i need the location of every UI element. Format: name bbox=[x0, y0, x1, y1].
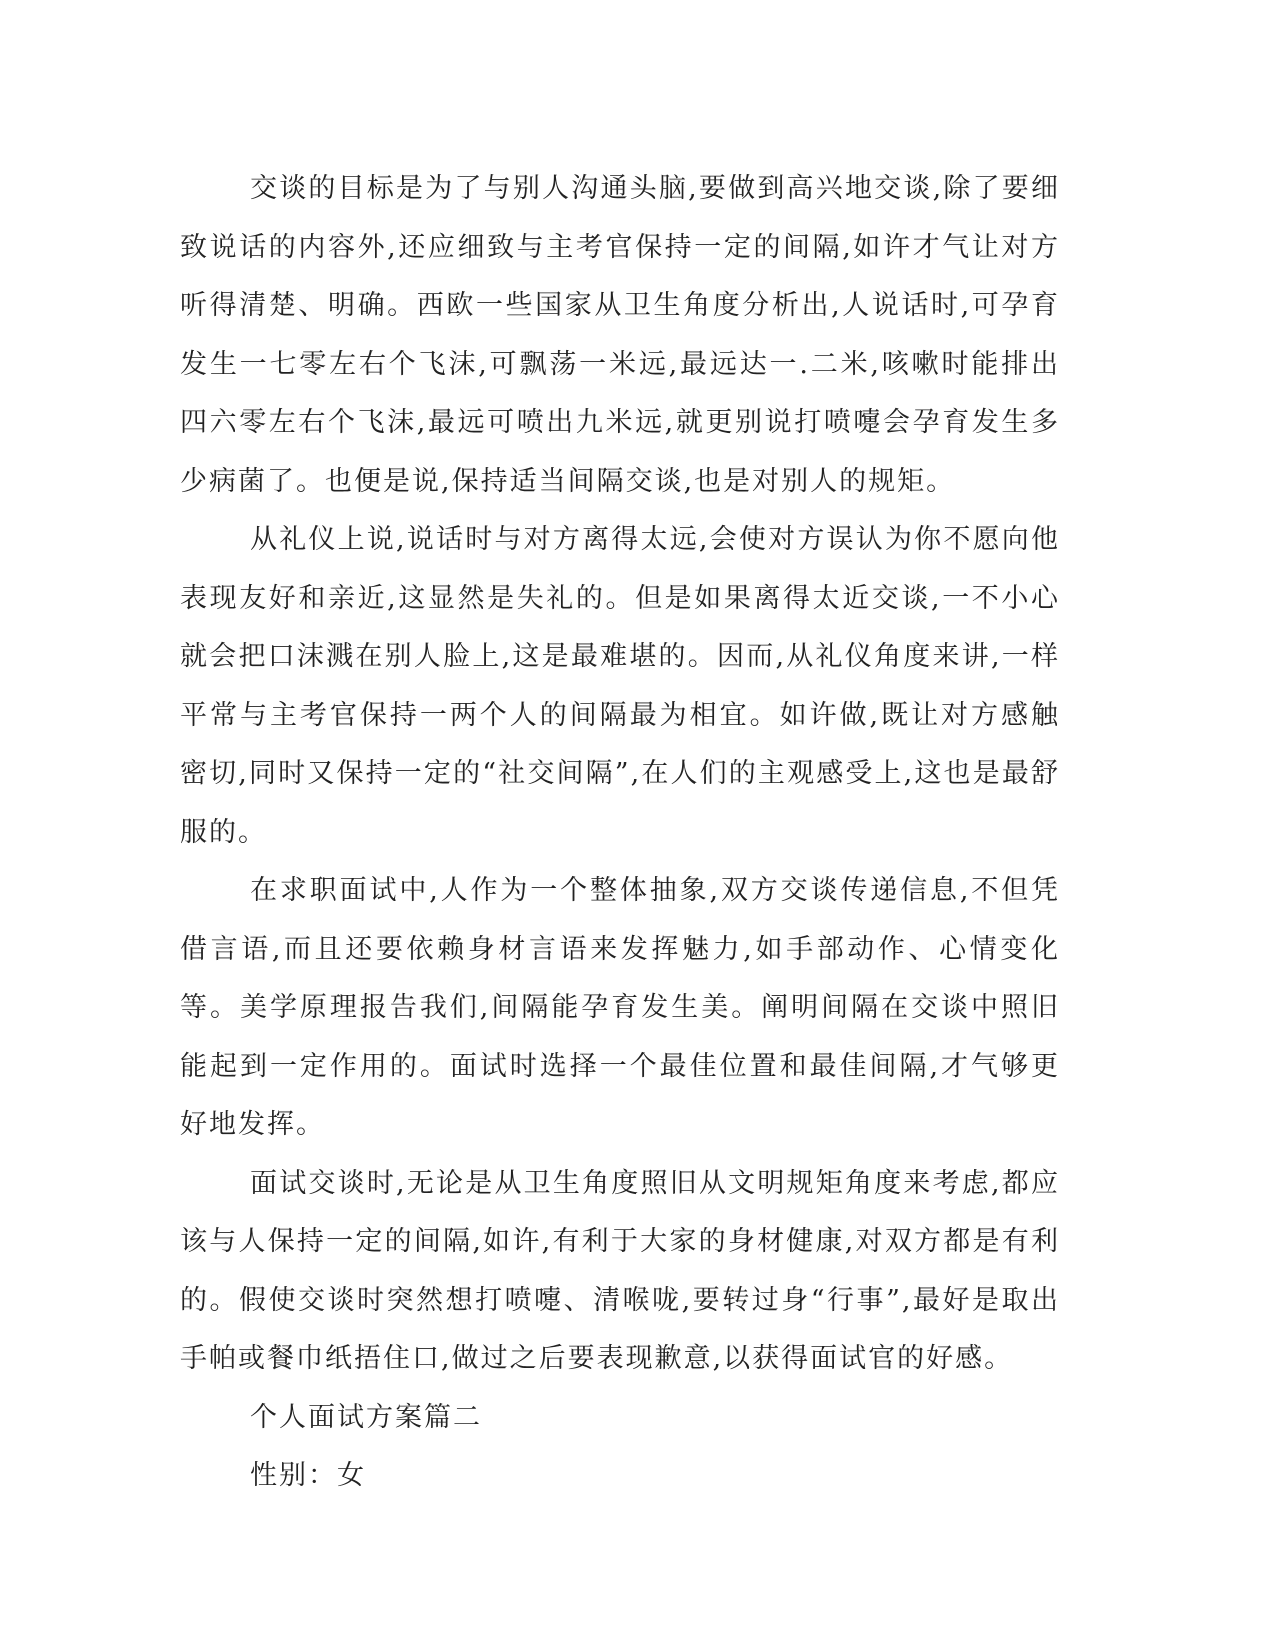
document-body bbox=[180, 160, 1060, 1506]
gender-line: 性别：女 bbox=[250, 1460, 366, 1491]
paragraph-4: 面试交谈时,无论是从卫生角度照旧从文明规矩角度来考虑,都应该与人保持一定的间隔,如许,有利于大家的身材健康,对双方都是有利的。假使交谈时突然想打喷嚏、清喉咙,要转过身“行事”,最好是取出手帕或餐巾纸捂住口,做过之后要表现歉意,以获得面试官的好感。 bbox=[180, 1167, 1060, 1374]
section-title: 个人面试方案篇二 bbox=[250, 1401, 482, 1433]
paragraph-3: 在求职面试中,人作为一个整体抽象,双方交谈传递信息,不但凭借言语,而且还要依赖身材言语来发挥魅力,如手部动作、心情变化等。美学原理报告我们,间隔能孕育发生美。阐明间隔在交谈中照旧能起到一定作用的。面试时选择一个最佳位置和最佳间隔,才气够更好地发挥。 bbox=[180, 875, 1060, 1140]
paragraph-2: 从礼仪上说,说话时与对方离得太远,会使对方误认为你不愿向他表现友好和亲近,这显然是失礼的。但是如果离得太近交谈,一不小心就会把口沫溅在别人脸上,这是最难堪的。因而,从礼仪角度来讲,一样平常与主考官保持一两个人的间隔最为相宜。如许做,既让对方感触密切,同时又保持一定的“社交间隔”,在人们的主观感受上,这也是最舒服的。 bbox=[180, 524, 1060, 848]
paragraph-1: 交谈的目标是为了与别人沟通头脑,要做到高兴地交谈,除了要细致说话的内容外,还应细致与主考官保持一定的间隔,如许才气让对方听得清楚、明确。西欧一些国家从卫生角度分析出,人说话时,可孕育发生一七零左右个飞沫,可飘荡一米远,最远达一.二米,咳嗽时能排出四六零左右个飞沫,最远可喷出九米远,就更别说打喷嚏会孕育发生多少病菌了。也便是说,保持适当间隔交谈,也是对别人的规矩。 bbox=[180, 173, 1060, 497]
